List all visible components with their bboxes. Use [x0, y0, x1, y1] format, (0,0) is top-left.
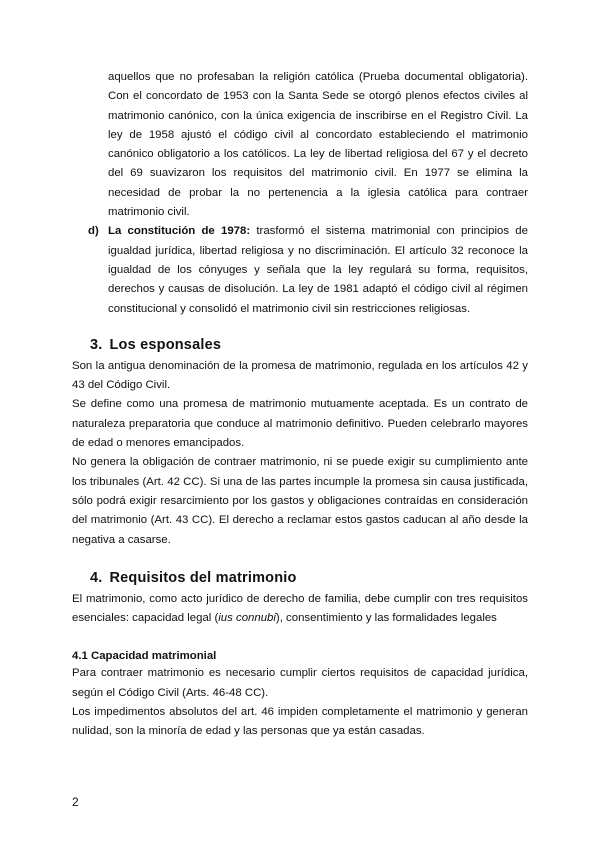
section-number: 3.	[90, 336, 103, 353]
paragraph-text: aquellos que no profesaban la religión católica (Prueba documental obligatoria). Con el concordato de 1953 con la Santa Sede se otorgó plenos efectos civiles al matrimonio canónico, con la única exigencia de inscribirse en el Registro Civil. La ley de 1958 ajustó el código civil al concordato estableciendo el matrimonio canónico obligatorio a los católicos. La ley de libertad religiosa del 67 y el decreto del 69 suavizaron los requisitos del matrimonio civil. En 1977 se elimina la necesidad de probar la no pertenencia a la iglesia católica para contraer matrimonio civil.	[108, 71, 528, 219]
list-marker: d)	[88, 225, 99, 238]
page-number: 2	[72, 795, 79, 809]
paragraph: Los impedimentos absolutos del art. 46 impiden completamente el matrimonio y generan nulidad, son la minoría de edad y las personas que ya están casadas.	[72, 706, 528, 738]
list-item-d	[88, 222, 528, 318]
text: El matrimonio, como acto jurídico de derecho de familia, debe cumplir con tres requisitos esenciales: capacidad legal (	[72, 592, 528, 625]
latin-term: ius connubi	[218, 612, 276, 625]
subsection-body	[72, 664, 528, 741]
page-content	[0, 68, 600, 742]
paragraph-text	[108, 222, 528, 318]
section-3-body	[72, 357, 528, 550]
paragraph: Son la antigua denominación de la promesa de matrimonio, regulada en los artículos 42 y 43 del Código Civil.	[72, 359, 528, 392]
section-title: Requisitos del matrimonio	[109, 569, 297, 586]
section-heading-4	[90, 568, 600, 588]
section-number: 4.	[90, 569, 103, 586]
section-heading-3	[90, 335, 600, 355]
paragraph	[72, 590, 528, 629]
paragraph: Se define como una promesa de matrimonio mutuamente aceptada. Es un contrato de naturaleza preparatoria que conduce al matrimonio definitivo. Pueden celebrarlo mayores de edad o menores emancipados.	[72, 398, 528, 450]
section-4-intro	[72, 590, 528, 629]
list-item-text: trasformó el sistema matrimonial con principios de igualdad jurídica, libertad religiosa y no discriminación. El artículo 32 reconoce la igualdad de los cónyuges y señala que la ley regulará su forma, requisitos, derechos y causas de disolución. La ley de 1981 adaptó el código civil al régimen constitucional y consolidó el matrimonio civil sin restricciones religiosas.	[108, 225, 528, 315]
section-title: Los esponsales	[109, 336, 222, 353]
list-item-title: La constitución de 1978:	[108, 225, 251, 238]
paragraph: Para contraer matrimonio es necesario cumplir ciertos requisitos de capacidad jurídica, según el Código Civil (Arts. 46-48 CC).	[72, 667, 528, 699]
subsection-heading: 4.1 Capacidad matrimonial	[72, 650, 217, 663]
text: ), consentimiento y las formalidades legales	[275, 612, 497, 625]
list-continuation-paragraph	[108, 68, 528, 222]
paragraph: No genera la obligación de contraer matrimonio, ni se puede exigir su cumplimiento ante los tribunales (Art. 42 CC). Si una de las partes incumple la promesa sin causa justificada, sólo podrá exigir resarcimiento por los gastos y obligaciones contraídas en consideración del matrimonio (Art. 43 CC). El derecho a reclamar estos gastos caducan al año desde la negativa a casarse.	[72, 456, 528, 546]
